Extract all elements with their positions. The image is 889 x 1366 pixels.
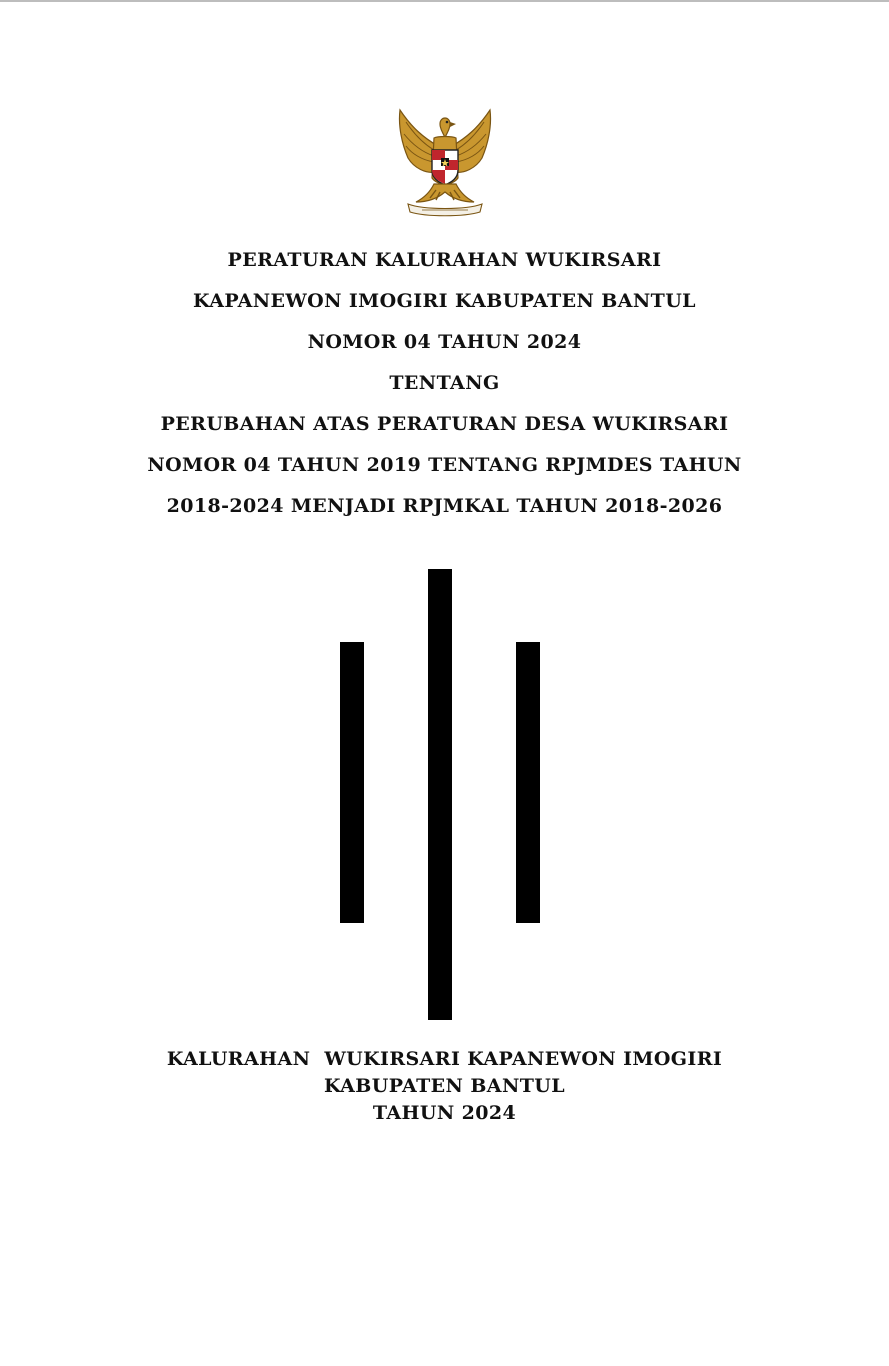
title-line-about: TENTANG — [389, 372, 500, 394]
title-line-subject-3: 2018-2024 MENJADI RPJMKAL TAHUN 2018-2026 — [166, 495, 723, 517]
document-title-block — [0, 240, 889, 527]
garuda-pancasila-icon — [394, 106, 496, 218]
footer-line-regency: KABUPATEN BANTUL — [324, 1075, 565, 1097]
title-line-region: KAPANEWON IMOGIRI KABUPATEN BANTUL — [193, 290, 696, 312]
footer-line-year: TAHUN 2024 — [372, 1102, 517, 1124]
decorative-bar-center — [428, 569, 452, 1020]
decorative-bar-left — [340, 642, 364, 923]
decorative-bar-right — [516, 642, 540, 923]
title-line-subject-2: NOMOR 04 TAHUN 2019 TENTANG RPJMDES TAHUN — [147, 454, 742, 476]
title-line-regulation-name: PERATURAN KALURAHAN WUKIRSARI — [227, 249, 662, 271]
title-line-number: NOMOR 04 TAHUN 2024 — [307, 331, 582, 353]
document-footer-block — [0, 1046, 889, 1127]
title-line-subject-1: PERUBAHAN ATAS PERATURAN DESA WUKIRSARI — [160, 413, 729, 435]
page-top-border — [0, 0, 889, 2]
footer-line-institution: KALURAHAN WUKIRSARI KAPANEWON IMOGIRI — [166, 1048, 723, 1070]
